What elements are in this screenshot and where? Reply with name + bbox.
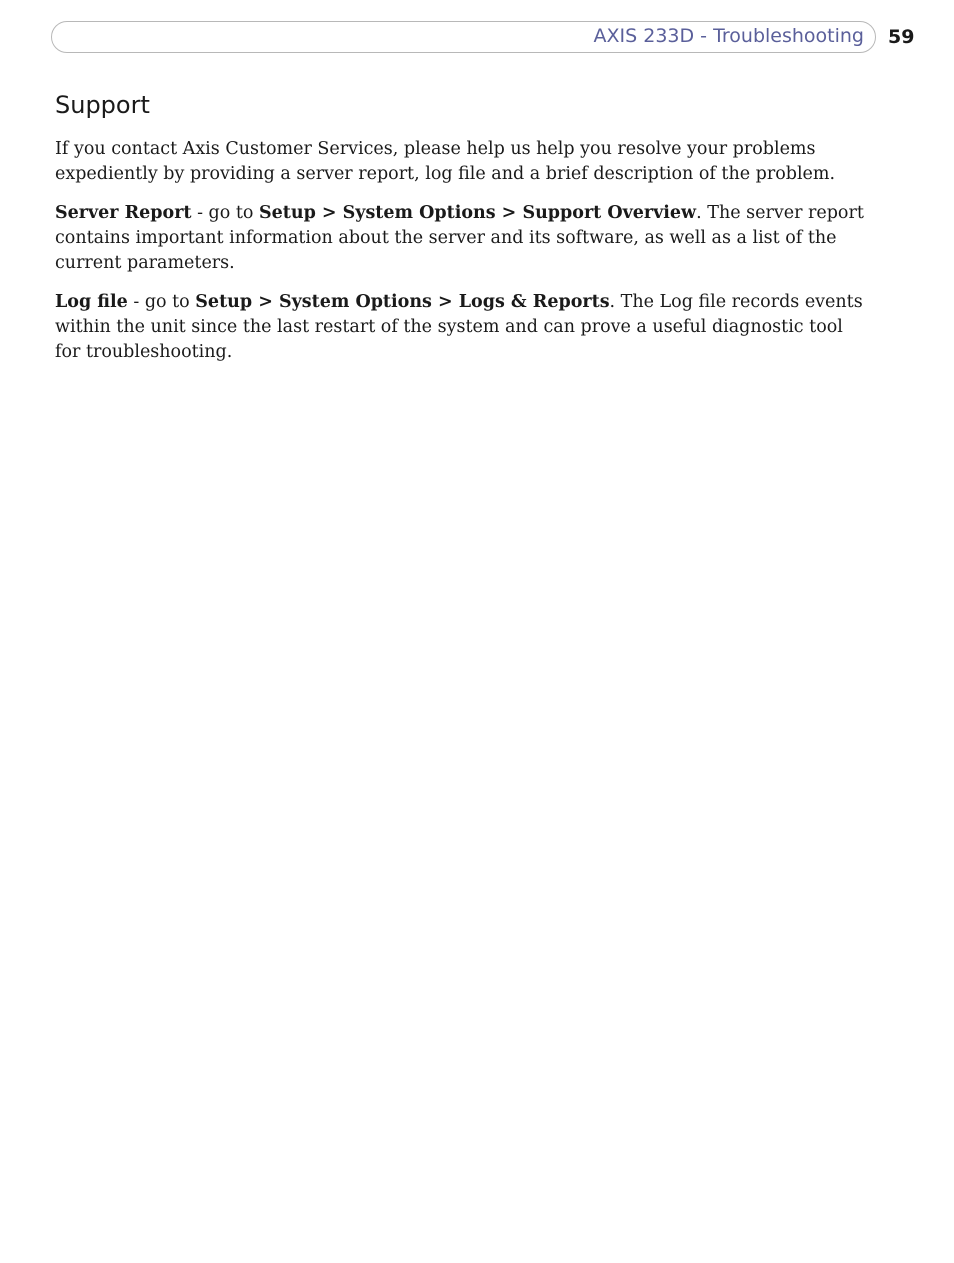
log-file-description: . The Log file records events within the unit since the last restart of the system and can prove a useful diagnostic tool for troubleshooting. [55,292,863,362]
intro-paragraph: If you contact Axis Customer Services, please help us help you resolve your problems expediently by providing a server report, log file and a brief description of the problem. [55,139,836,184]
server-report-description: . The server report contains important information about the server and its software, as well as a list of the current parameters. [55,203,864,273]
log-file-go-to: - go to [127,292,196,312]
page-number: 59 [888,26,915,48]
server-report-path: Setup > System Options > Support Overview [258,203,697,223]
log-file-paragraph [55,290,870,365]
section-body [55,137,870,379]
section-heading: Support [55,91,150,119]
server-report-term: Server Report [55,203,192,223]
server-report-paragraph [55,201,870,276]
log-file-term: Log file [55,292,128,312]
server-report-go-to: - go to [191,203,259,223]
header-title: AXIS 233D - Troubleshooting [593,25,864,47]
log-file-path: Setup > System Options > Logs & Reports [195,292,610,312]
